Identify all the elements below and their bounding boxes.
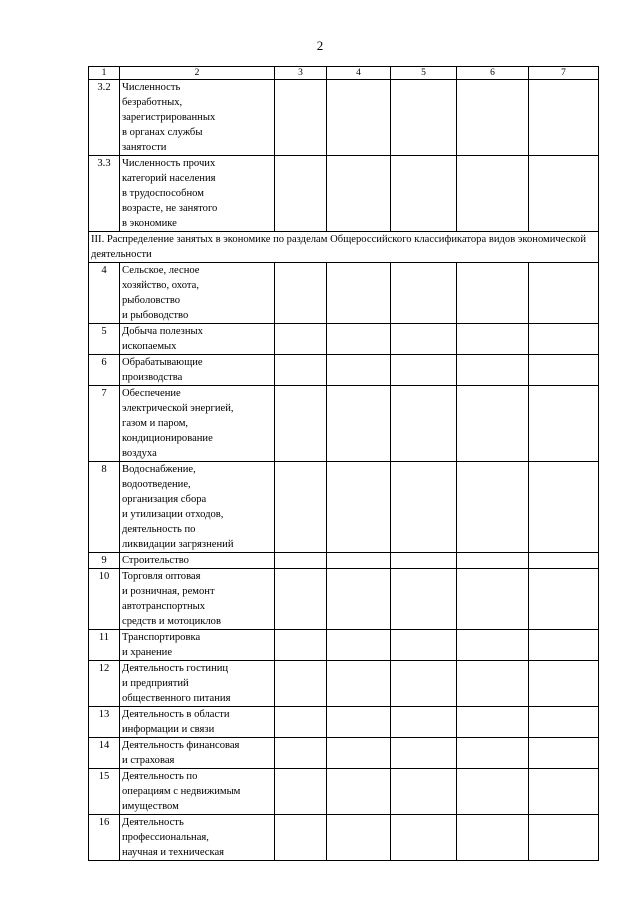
row-number: 11 [89,630,120,661]
blank-cell[interactable] [391,386,457,462]
blank-cell[interactable] [529,569,599,630]
table-row [89,324,599,355]
column-number: 5 [391,67,457,80]
table-row [89,462,599,553]
blank-cell[interactable] [529,355,599,386]
blank-cell[interactable] [327,630,391,661]
blank-cell[interactable] [529,156,599,232]
blank-cell[interactable] [391,815,457,861]
row-label: Деятельность профессиональная, научная и техническая [120,815,275,861]
section-row [89,232,599,263]
column-number: 1 [89,67,120,80]
blank-cell[interactable] [457,769,529,815]
row-label: Сельское, лесное хозяйство, охота, рыболовство и рыбоводство [120,263,275,324]
column-number: 4 [327,67,391,80]
blank-cell[interactable] [327,324,391,355]
blank-cell[interactable] [275,553,327,569]
table-row [89,707,599,738]
row-number: 14 [89,738,120,769]
row-label: Деятельность в области информации и связи [120,707,275,738]
row-number: 3.3 [89,156,120,232]
blank-cell[interactable] [457,156,529,232]
column-number: 2 [120,67,275,80]
blank-cell[interactable] [275,263,327,324]
row-number: 10 [89,569,120,630]
blank-cell[interactable] [391,355,457,386]
blank-cell[interactable] [391,630,457,661]
blank-cell[interactable] [457,707,529,738]
blank-cell[interactable] [391,707,457,738]
blank-cell[interactable] [391,553,457,569]
row-label: Добыча полезных ископаемых [120,324,275,355]
blank-cell[interactable] [457,661,529,707]
blank-cell[interactable] [327,355,391,386]
blank-cell[interactable] [327,661,391,707]
statistics-table [88,66,599,861]
blank-cell[interactable] [327,569,391,630]
row-label: Обрабатывающие производства [120,355,275,386]
column-number-row [89,67,599,80]
blank-cell[interactable] [391,769,457,815]
blank-cell[interactable] [529,386,599,462]
table-row [89,386,599,462]
table-row [89,355,599,386]
blank-cell[interactable] [529,815,599,861]
table-row [89,80,599,156]
row-label: Численность безработных, зарегистрированных в органах службы занятости [120,80,275,156]
table-row [89,569,599,630]
blank-cell[interactable] [457,355,529,386]
row-number: 3.2 [89,80,120,156]
table-row [89,263,599,324]
blank-cell[interactable] [327,769,391,815]
row-label: Деятельность по операциям с недвижимым имуществом [120,769,275,815]
blank-cell[interactable] [275,815,327,861]
row-number: 12 [89,661,120,707]
row-label: Транспортировка и хранение [120,630,275,661]
table-row [89,769,599,815]
row-label: Строительство [120,553,275,569]
blank-cell[interactable] [275,630,327,661]
blank-cell[interactable] [275,769,327,815]
blank-cell[interactable] [457,462,529,553]
blank-cell[interactable] [457,815,529,861]
blank-cell[interactable] [391,80,457,156]
blank-cell[interactable] [457,569,529,630]
table-row [89,630,599,661]
blank-cell[interactable] [275,569,327,630]
blank-cell[interactable] [275,80,327,156]
blank-cell[interactable] [327,815,391,861]
table-row [89,815,599,861]
blank-cell[interactable] [529,630,599,661]
row-number: 8 [89,462,120,553]
blank-cell[interactable] [457,553,529,569]
column-number: 6 [457,67,529,80]
blank-cell[interactable] [457,263,529,324]
blank-cell[interactable] [327,80,391,156]
row-number: 7 [89,386,120,462]
blank-cell[interactable] [457,738,529,769]
row-label: Торговля оптовая и розничная, ремонт автотранспортных средств и мотоциклов [120,569,275,630]
blank-cell[interactable] [327,462,391,553]
row-number: 16 [89,815,120,861]
blank-cell[interactable] [529,553,599,569]
row-label: Обеспечение электрической энергией, газом и паром, кондиционирование воздуха [120,386,275,462]
row-label: Деятельность гостиниц и предприятий общественного питания [120,661,275,707]
row-number: 9 [89,553,120,569]
blank-cell[interactable] [391,661,457,707]
row-number: 15 [89,769,120,815]
blank-cell[interactable] [275,707,327,738]
row-number: 6 [89,355,120,386]
row-number: 13 [89,707,120,738]
blank-cell[interactable] [529,661,599,707]
table-row [89,738,599,769]
blank-cell[interactable] [457,386,529,462]
blank-cell[interactable] [275,324,327,355]
row-number: 5 [89,324,120,355]
blank-cell[interactable] [529,707,599,738]
row-label: Численность прочих категорий населения в трудоспособном возрасте, не занятого в экономике [120,156,275,232]
column-number: 3 [275,67,327,80]
blank-cell[interactable] [391,263,457,324]
row-label: Деятельность финансовая и страховая [120,738,275,769]
blank-cell[interactable] [275,462,327,553]
table-row [89,661,599,707]
blank-cell[interactable] [529,769,599,815]
blank-cell[interactable] [327,738,391,769]
blank-cell[interactable] [275,386,327,462]
blank-cell[interactable] [327,156,391,232]
blank-cell[interactable] [327,553,391,569]
column-number: 7 [529,67,599,80]
row-number: 4 [89,263,120,324]
blank-cell[interactable] [327,386,391,462]
blank-cell[interactable] [529,324,599,355]
blank-cell[interactable] [275,738,327,769]
blank-cell[interactable] [391,462,457,553]
blank-cell[interactable] [391,156,457,232]
blank-cell[interactable] [275,661,327,707]
blank-cell[interactable] [457,80,529,156]
blank-cell[interactable] [457,630,529,661]
blank-cell[interactable] [529,738,599,769]
blank-cell[interactable] [529,263,599,324]
table-row [89,553,599,569]
blank-cell[interactable] [275,355,327,386]
blank-cell[interactable] [529,80,599,156]
table-row [89,156,599,232]
blank-cell[interactable] [457,324,529,355]
row-label: Водоснабжение, водоотведение, организация сбора и утилизации отходов, деятельность по ликвидации загрязнений [120,462,275,553]
blank-cell[interactable] [275,156,327,232]
page-number: 2 [316,38,324,53]
section-title: III. Распределение занятых в экономике по разделам Общероссийского классификатора видов экономической деятельности [89,232,599,263]
blank-cell[interactable] [327,263,391,324]
blank-cell[interactable] [391,738,457,769]
blank-cell[interactable] [391,569,457,630]
blank-cell[interactable] [327,707,391,738]
blank-cell[interactable] [529,462,599,553]
blank-cell[interactable] [391,324,457,355]
